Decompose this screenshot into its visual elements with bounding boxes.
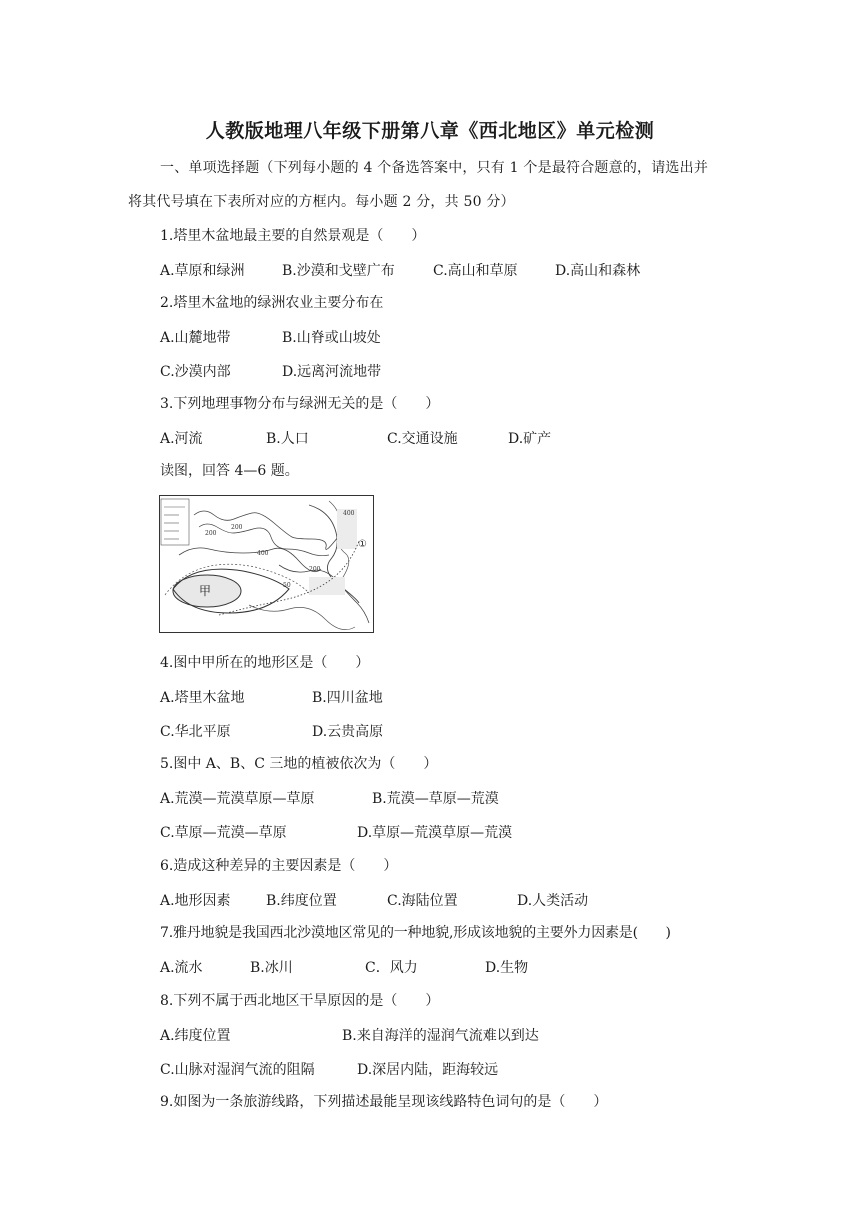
contour-label: 200 (231, 524, 243, 531)
contour-label: 50 (283, 582, 291, 589)
question-2-option-c: C.沙漠内部 (160, 364, 231, 380)
question-3-option-a: A.河流 (160, 431, 203, 447)
question-1-option-c: C.高山和草原 (433, 263, 518, 279)
question-5-option-d: D.草原—荒漠草原—荒漠 (357, 825, 513, 841)
contour-label: 200 (205, 530, 217, 537)
question-6-option-c: C.海陆位置 (387, 893, 458, 909)
question-2-option-b: B.山脊或山坡处 (282, 330, 381, 346)
question-9-stem: 9.如图为一条旅游线路，下列描述最能呈现该线路特色词句的是（ ） (160, 1094, 608, 1110)
question-4-option-c: C.华北平原 (160, 724, 231, 740)
section-intro-line-1: 一、单项选择题（下列每小题的 4 个备选答案中，只有 1 个是最符合题意的，请选出并 (160, 160, 709, 176)
question-7-option-b: B.冰川 (250, 960, 293, 976)
question-1-option-b: B.沙漠和戈壁广布 (282, 263, 395, 279)
question-5-stem: 5.图中 A、B、C 三地的植被依次为（ ） (160, 756, 438, 772)
question-4-option-b: B.四川盆地 (312, 690, 383, 706)
question-6-option-d: D.人类活动 (517, 893, 589, 909)
page-title: 人教版地理八年级下册第八章《西北地区》单元检测 (205, 120, 655, 142)
question-8-stem: 8.下列不属于西北地区干旱原因的是（ ） (160, 993, 440, 1009)
question-2-stem: 2.塔里木盆地的绿洲农业主要分布在 (160, 295, 384, 311)
question-3-option-d: D.矿产 (508, 431, 552, 447)
question-2-option-d: D.远离河流地带 (282, 364, 382, 380)
question-6-option-b: B.纬度位置 (266, 893, 337, 909)
question-6-stem: 6.造成这种差异的主要因素是（ ） (160, 858, 398, 874)
question-7-option-c: C．风力 (365, 960, 418, 976)
map-legend (161, 499, 189, 545)
question-4-option-a: A.塔里木盆地 (160, 690, 245, 706)
question-4-stem: 4.图中甲所在的地形区是（ ） (160, 655, 370, 671)
question-5-option-b: B.荒漠—草原—荒漠 (372, 791, 499, 807)
question-1-option-a: A.草原和绿洲 (160, 263, 245, 279)
question-8-option-d: D.深居内陆，距海较远 (357, 1062, 499, 1078)
question-7-option-d: D.生物 (485, 960, 529, 976)
question-3-option-c: C.交通设施 (387, 431, 458, 447)
contour-label: 200 (309, 566, 321, 573)
question-3-option-b: B.人口 (266, 431, 309, 447)
question-5-option-a: A.荒漠—荒漠草原—草原 (160, 791, 315, 807)
question-8-option-c: C.山脉对湿润气流的阻隔 (160, 1062, 315, 1078)
contour-label: 400 (343, 510, 355, 517)
question-2-option-a: A.山麓地带 (160, 330, 231, 346)
region-label-jia: 甲 (199, 584, 212, 598)
region-label-circle-1: ① (358, 539, 367, 550)
map-instruction: 读图，回答 4—6 题。 (160, 463, 299, 479)
contour-label: 400 (257, 550, 269, 557)
question-4-option-d: D.云贵高原 (312, 724, 384, 740)
question-1-option-d: D.高山和森林 (555, 263, 641, 279)
question-7-stem: 7.雅丹地貌是我国西北沙漠地区常见的一种地貌,形成该地貌的主要外力因素是( ) (160, 925, 671, 941)
northwest-region-map (159, 495, 374, 633)
question-5-option-c: C.草原—荒漠—草原 (160, 825, 287, 841)
question-8-option-a: A.纬度位置 (160, 1028, 231, 1044)
question-6-option-a: A.地形因素 (160, 893, 231, 909)
section-intro-line-2: 将其代号填在下表所对应的方框内。每小题 2 分，共 50 分） (128, 194, 515, 210)
question-7-option-a: A.流水 (160, 960, 203, 976)
question-3-stem: 3.下列地理事物分布与绿洲无关的是（ ） (160, 396, 440, 412)
question-8-option-b: B.来自海洋的湿润气流难以到达 (342, 1028, 539, 1044)
question-1-stem: 1.塔里木盆地最主要的自然景观是（ ） (160, 228, 426, 244)
